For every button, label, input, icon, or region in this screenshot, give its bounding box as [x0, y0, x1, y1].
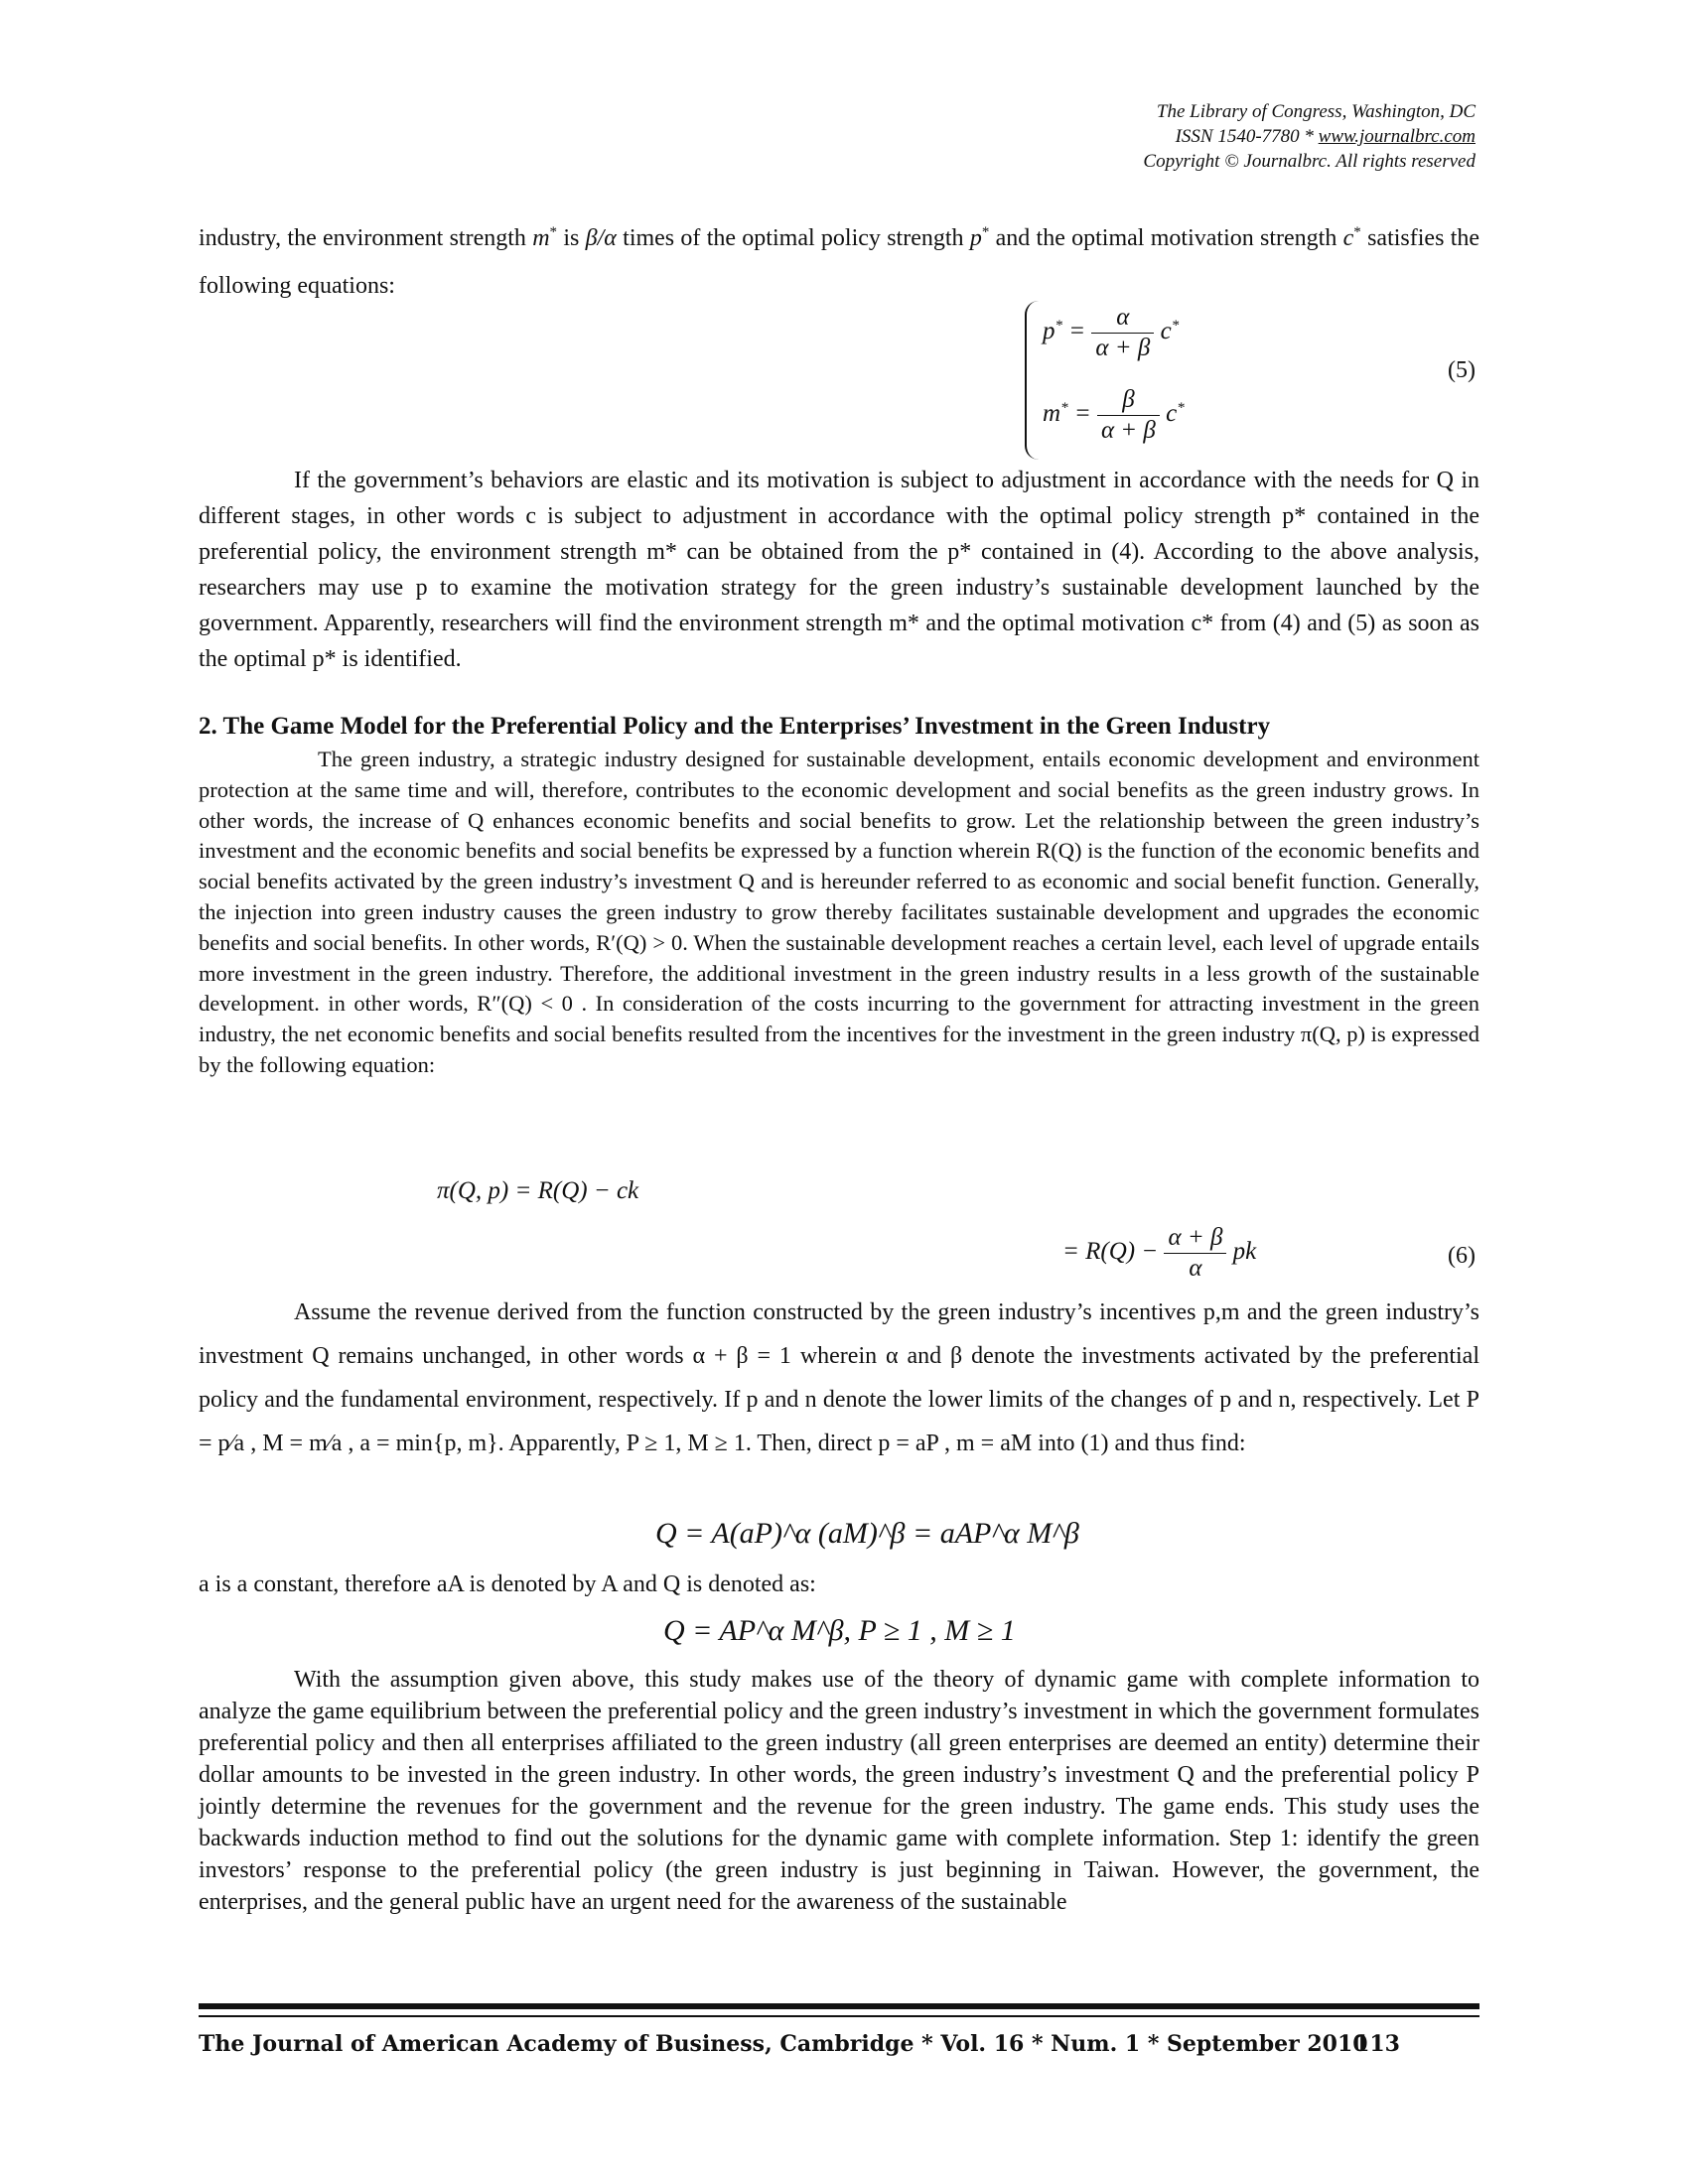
header-library: The Library of Congress, Washington, DC: [1156, 101, 1476, 122]
equation-5-line1: p* = $\frac{\alpha}{\alpha + \beta}$ c*: [1043, 304, 1180, 361]
paragraph-green-industry: The green industry, a strategic industry designed for sustainable development, entails economic development and environment protection at the same time and will, therefore, contributes to the economic development and social benefits as the green industry grows. In other words, the increase of Q enhances economic benefits and social benefits to grow. Let the relationship between the green industry’s investment and the economic benefits and social benefits be expressed by a function wherein R(Q) is the function of the economic benefits and social benefits activated by the green industry’s investment Q and is hereunder referred to as economic and social benefit function. Generally, the injection into green industry causes the green industry to grow thereby facilitates sustainable development and upgrades the economic benefits and social benefits. In other words, R′(Q) > 0. When the sustainable development reaches a certain level, each level of upgrade entails more investment in the green industry. Therefore, the additional investment in the green industry results in a less growth of the sustainable development. in other words, R″(Q) < 0 . In consideration of the costs incurring to the government for attracting investment in the green industry, the net economic benefits and social benefits resulted from the incentives for the investment in the green industry π(Q, p) is expressed by the following equation:: [199, 747, 1479, 1077]
equation-brace: [1025, 301, 1041, 460]
footer-journal-citation: The Journal of American Academy of Business, Cambridge * Vol. 16 * Num. 1 * September 2010: [199, 2031, 1368, 2057]
paragraph-game-theory: With the assumption given above, this study makes use of the theory of dynamic game with complete information to analyze the game equilibrium between the preferential policy and the green industry’s investment in which the government formulates preferential policy and then all enterprises affiliated to the green industry (all green enterprises are deemed an entity) determine their dollar amounts to be invested in the green industry. In other words, the green industry’s investment Q and the preferential policy P jointly determine the revenues for the government and the revenue for the green industry. The game ends. This study uses the backwards induction method to find out the solutions for the dynamic game with complete information. Step 1: identify the green investors’ response to the preferential policy (the green industry is just beginning in Taiwan. However, the government, the enterprises, and the general public have an urgent need for the awareness of the sustainable: [199, 1667, 1479, 1915]
equation-q-derivation: Q = A(aP)^α (aM)^β = aAP^α M^β: [655, 1517, 1079, 1550]
equation-6-number: (6): [1448, 1243, 1476, 1269]
paragraph-government-behavior: If the government’s behaviors are elastic and its motivation is subject to adjustment in accordance with the needs for Q in different stages, in other words c is subject to adjustment in accordance with the optimal policy strength p* contained in the preferential policy, the environment strength m* can be obtained from the p* contained in (4). According to the above analysis, researchers may use p to examine the motivation strategy for the green industry’s sustainable development launched by the government. Apparently, researchers will find the environment strength m* and the optimal motivation c* from (4) and (5) as soon as the optimal p* is identified.: [199, 468, 1479, 672]
equation-5-line2: m* = $\frac{\beta}{\alpha + \beta}$ c*: [1043, 386, 1185, 444]
page-number: 113: [1354, 2031, 1400, 2057]
running-header: [1143, 99, 1476, 174]
equation-q-form: Q = AP^α M^β, P ≥ 1 , M ≥ 1: [663, 1614, 1016, 1647]
section-heading: 2. The Game Model for the Preferential Policy and the Enterprises’ Investment in the Green Industry: [199, 713, 1271, 740]
page-footer: [199, 2031, 1479, 2057]
footer-rule-thin: [199, 2015, 1479, 2017]
equation-5-number: (5): [1448, 357, 1476, 383]
paragraph-revenue-assumption: Assume the revenue derived from the function constructed by the green industry’s incentives p,m and the green industry’s investment Q remains unchanged, in other words α + β = 1 wherein α and β denote the investments activated by the preferential policy and the fundamental environment, respectively. If p and n denote the lower limits of the changes of p and n, respectively. Let P = p⁄a , M = m⁄a , a = min{p, m}. Apparently, P ≥ 1, M ≥ 1. Then, direct p = aP , m = aM into (1) and thus find:: [199, 1299, 1479, 1456]
header-issn: ISSN 1540-7780 * www.journalbrc.com: [1175, 126, 1476, 147]
intro-paragraph: industry, the environment strength m* is β/α times of the optimal policy strength p* and the optimal motivation strength c* satisfies the following equations:: [199, 224, 1480, 299]
equation-6-line2: = R(Q) − $\frac{\alpha + \beta}{\alpha}$ pk: [1062, 1224, 1257, 1282]
equation-6-line1: π(Q, p) = R(Q) − ck: [437, 1177, 639, 1204]
journal-url-link[interactable]: www.journalbrc.com: [1318, 126, 1476, 147]
footer-rule-thick: [199, 2003, 1479, 2009]
paragraph-constant: a is a constant, therefore aA is denoted by A and Q is denoted as:: [199, 1571, 816, 1597]
header-copyright: Copyright © Journalbrc. All rights reserved: [1143, 151, 1476, 172]
